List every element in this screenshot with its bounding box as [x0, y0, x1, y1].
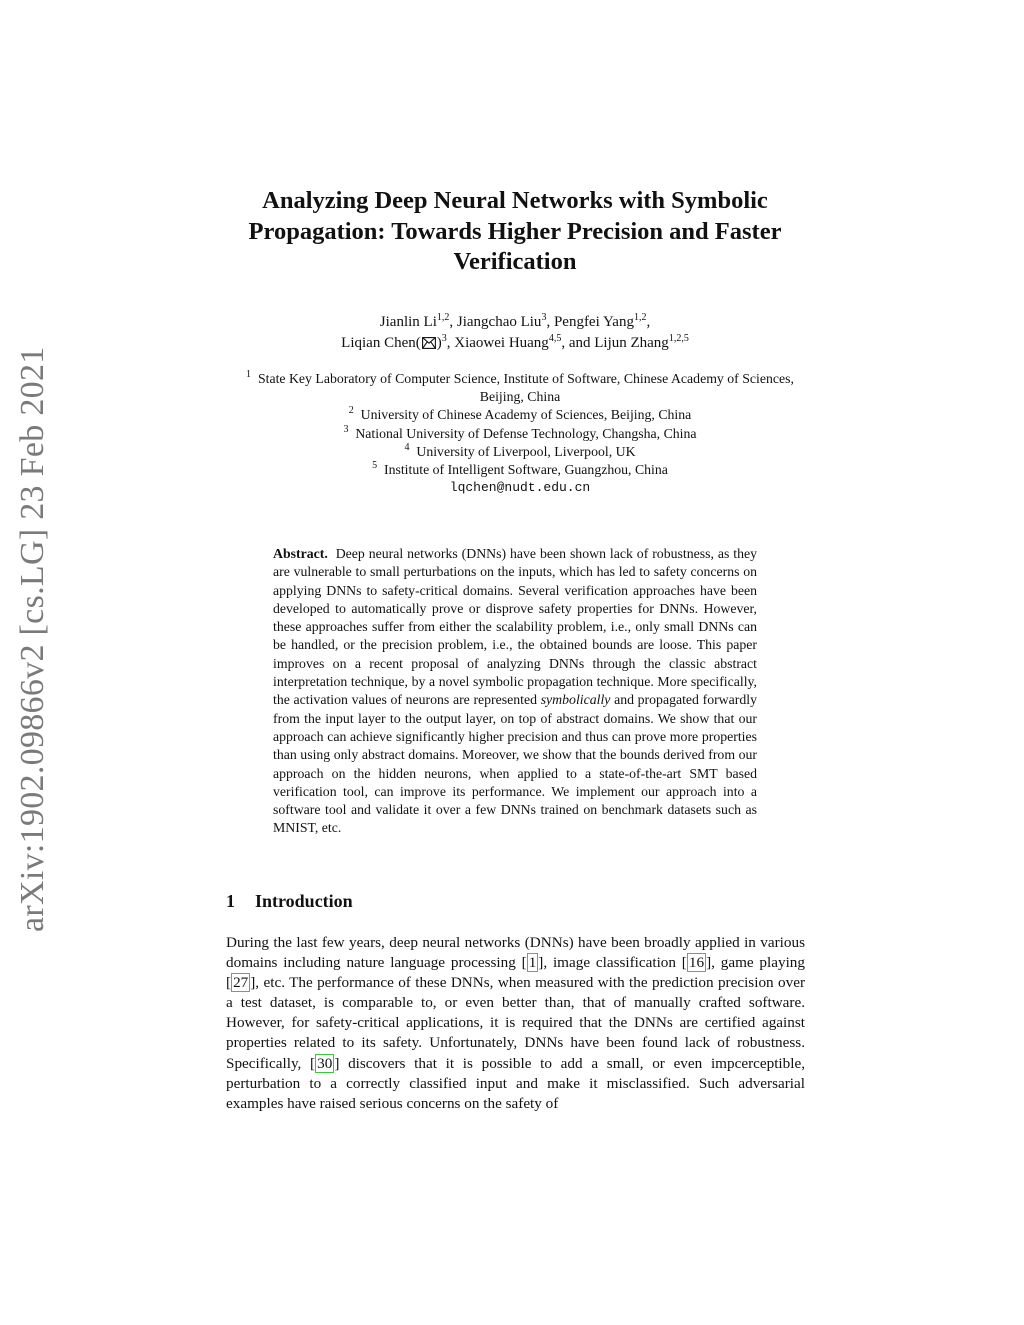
affiliation	[240, 406, 800, 424]
affiliation-text: University of Liverpool, Liverpool, UK	[416, 443, 636, 459]
citation-link[interactable]: 1	[528, 954, 537, 972]
affiliation-mark: 4	[404, 441, 410, 453]
author-affil-mark: 4,5	[548, 333, 562, 344]
author-name: Jiangchao Liu	[456, 314, 542, 330]
abstract-label: Abstract.	[273, 546, 328, 561]
affiliation-list	[240, 370, 800, 497]
body-text: During the last few years, deep neural networks (DNNs) have been broadly applied in various domains including nature language processing [	[226, 934, 805, 972]
section-heading	[226, 891, 353, 912]
affiliation-text: State Key Laboratory of Computer Science, Institute of Software, Chinese Academy of Sciences, Beijing, China	[257, 371, 794, 405]
section-number: 1	[226, 891, 235, 911]
abstract-text: and propagated forwardly from the input layer to the output layer, on top of abstract domains. We show that our approach can achieve significantly higher precision and thus can prove more properties than using only abstract domains. Moreover, we show that the bounds derived from our approach on the hidden neurons, when applied to a state-of-the-art SMT based verification tool, can improve its performance. We implement our approach into a software tool and validate it over a few DNNs trained on benchmark datasets such as MNIST, etc.	[273, 692, 757, 836]
affiliation	[240, 425, 800, 443]
citation-link[interactable]: 16	[688, 954, 705, 972]
affiliation-mark: 3	[343, 423, 349, 435]
affiliation	[240, 443, 800, 461]
affiliation	[240, 370, 800, 406]
body-text: ], image classification [	[538, 954, 687, 972]
author-list: Jianlin Li$^{1,2}$, Jiangchao Liu$^3$, Pengfei Yang$^{1,2}$, Liqian Chen( )$^3$, Xiaowei Huang$^{4,5}$, and Lijun Zhang$^{1,2,5}$	[341, 312, 689, 351]
author-name: Lijun Zhang	[594, 335, 669, 351]
body-text: ] discovers that it is possible to add a small, or even impcerceptible, perturbation to a correctly classified input and make it misclassified. Such adversarial examples have raised serious concerns on the safety of	[226, 1054, 805, 1112]
affiliation-text: Institute of Intelligent Software, Guangzhou, China	[383, 462, 668, 478]
arxiv-identifier: arXiv:1902.09866v2 [cs.LG] 23 Feb 2021	[14, 346, 51, 932]
author-name: Liqian Chen	[341, 335, 416, 351]
affiliation-mark: 1	[246, 369, 252, 380]
affiliation	[240, 461, 800, 479]
section-title: Introduction	[255, 891, 353, 911]
affiliation-text: University of Chinese Academy of Sciences, Beijing, China	[360, 407, 692, 423]
abstract	[273, 545, 757, 838]
author-name: Jianlin Li	[379, 314, 437, 330]
envelope-icon	[422, 337, 436, 349]
citation-link[interactable]: 27	[233, 974, 249, 992]
abstract-text: Deep neural networks (DNNs) have been shown lack of robustness, as they are vulnerable to small perturbations on the inputs, which has led to safety concerns on applying DNNs to safety-critical domains. Several verification approaches have been developed to automatically prove or disprove safety properties for DNNs. However, these approaches suffer from either the scalability problem, i.e., only small DNNs can be handled, or the precision problem, i.e., the obtained bounds are loose. This paper improves on a recent proposal of analyzing DNNs through the classic abstract interpretation technique, by a novel symbolic propagation technique. More specifically, the activation values of neurons are represented	[273, 546, 757, 708]
paper-title: Analyzing Deep Neural Networks with Symbolic Propagation: Towards Higher Precision and Faster Verification	[248, 187, 782, 275]
body-text: ], game playing [	[226, 954, 805, 992]
affiliation-mark: 5	[372, 460, 378, 472]
author-affil-mark: 3	[441, 333, 447, 344]
affiliation-mark: 2	[348, 405, 354, 417]
author-name: Pengfei Yang	[553, 314, 634, 330]
affiliation-text: National University of Defense Technology, Changsha, China	[355, 425, 697, 441]
body-text: ], etc. The performance of these DNNs, when measured with the prediction precision over a test dataset, is comparable to, or even better than, that of manually crafted software. However, for safety-critical applications, it is required that the DNNs are certified against properties related to its safety. Unfortunately, DNNs have been found lack of robustness. Specifically, [	[226, 974, 805, 1072]
author-affil-mark: 1,2	[633, 312, 647, 323]
introduction-paragraph	[226, 933, 805, 1114]
author-affil-mark: 1,2	[436, 312, 450, 323]
contact-email[interactable]: lqchen@nudt.edu.cn	[449, 480, 591, 496]
author-name: Xiaowei Huang	[454, 335, 549, 351]
author-affil-mark: 1,2,5	[668, 333, 689, 344]
abstract-emphasis: symbolically	[540, 692, 611, 708]
author-affil-mark: 3	[541, 312, 547, 323]
citation-link[interactable]: 30	[317, 1054, 333, 1072]
author-conjunction: and	[568, 335, 591, 351]
